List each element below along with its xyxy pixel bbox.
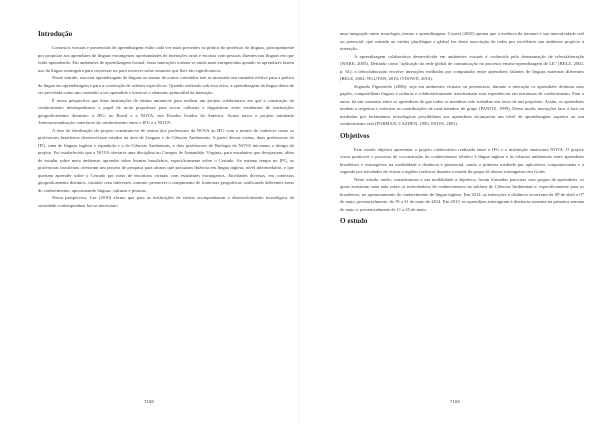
left-page-number: 7168 [144, 399, 154, 404]
continued-paragraph: uma integração entre tecnologia, ensino e aprendizagem. Crystal (2001) aponta que a essência da internet é sua interatividade real ou potencial, que somada ao caráter plurilíngue e global faz desta associação de redes por excelência um ambiente propício à interação. [340, 31, 584, 51]
intro-paragraph-4: A fase de idealização do projeto constituiu-se de visitas dos professores da NOVA ao IFG com o intuito de conhecer como os professores brasileiros desenvolviam estudos na área de Línguas e de Ciências Ambientais. A partir dessas visitas, duas professoras do IFG, uma de línguas inglesa e espanhola e a de Ciências Ambientais, e dois professores de Biologia da NOVA iniciaram o design do projeto. Foi estabelecido que a NOVA ofertaria uma disciplina no Campus de Annandale, Virginia, para estudantes que desejassem, além de estudar sobre meio ambiente, aprender sobre biomas brasileiros, especificamente sobre o Cerrado. Ao mesmo tempo no IFG, as professoras brasileiras ofertaram um projeto de pesquisa para alunos que possuíam fluência em língua inglesa, nível intermediário, e que queriam aprender sobre o Cerrado por meio de encontros virtuais com estudantes estrangeiros. Atividades diversas, em contextos geograficamente distintos, contudo com interesses comuns: promover o rompimento de fronteiras geográficas, unificando diferentes áreas do conhecimento, aproximando línguas, culturas e pessoas. [38, 127, 294, 193]
right-page-number: 7169 [450, 399, 460, 404]
interaction-paragraph: Segundo Figueiredo (2006), seja em ambientes virtuais ou presenciais, durante a interação os aprendizes definem seus papéis, compartilham línguas e culturas e colaborativamente transformam suas experiências em estruturas de conhecimento. Para o autor, há um consenso entre os aprendizes de que todos os membros irão trabalhar em favor de um propósito. Assim, os aprendizes tendem a respeitar e valorizar as contribuições de cada membro do grupo (PANITZ, 1999). Desse modo, interações face a face ou mediadas por ferramentas tecnológicas possibilitam aos aprendizes alcançarem um nível de aprendizagem superior ao seu conhecimento real (FORMAN; CAZDEN, 1985; PAIVA, 2001). [340, 83, 584, 126]
intro-paragraph-2: Nesse sentido, associar aprendizagem de línguas ao ensino de outros conteúdos tem se mostrado um caminho efetivo para a prática da língua em aprendizagem e para a construção de saberes específicos. Quando realizado sob essa ótica, a aprendizagem da língua deixa de ser percebida como um conteúdo a ser aprendido e torna-se o elemento primordial da interação. [38, 75, 294, 95]
telecollaboration-paragraph: A aprendizagem colaborativa desenvolvida em ambientes virtuais é conhecida pela denominação de telecolaboração (WARE, 2005). Definida como "aplicação da rede global de comunicação no processo ensino-aprendizagem de LE" (BELZ, 2002, p. 61), a telecolaboração envolve interações mediadas por computador entre aprendizes falantes de línguas maternas diferentes (BELZ, 2002; NGUYEN, 2010; O'DOWD, 2010). [340, 53, 584, 81]
intro-paragraph-3: É nessa perspectiva que duas instituições de ensino uniram-se para realizar um projeto colaborativo em que a construção do conhecimento desempenhasse o papel de mola propulsora para trocas culturais e linguísticas entre estudantes de instituições geograficamente distantes: o IFG, no Brasil e a NOVA, nos Estados Unidos da América. Assim nasce o projeto intitulado 'Internacionalização: interfaces do conhecimento entre o IFG e a NOVA'. [38, 97, 294, 125]
study-heading: O estudo [340, 217, 368, 225]
objectives-paragraph-1: Este estudo objetiva apresentar o projeto colaborativo realizado entre o IFG e a instituição americana NOVA. O projeto visou promover o processo de coconstrução do conhecimento relativo à língua inglesa e às ciências ambientais entre aprendizes brasileiros e estrangeiros na modalidade a distância e presencial, sendo a primeira mediada por aplicativos computacionais e a segunda por atividades de visitas a regiões turísticas durante a estada do grupo de alunos estrangeiros em Goiás. [340, 146, 584, 174]
right-page [300, 0, 600, 424]
intro-paragraph-1: Contextos virtuais e presenciais de aprendizagem estão cada vez mais presentes na prática do professor de línguas, principalmente por propiciar aos aprendizes de línguas estrangeiras oportunidades de interações orais e escritas com pessoas fluentes nas línguas em que estão aprendendo. Em ambientes de aprendizagem formal, essas interações tornam-se ainda mais enriquecidas quando os aprendizes fazem uso da língua estrangeira para conversar ou para escrever sobre assuntos que lhes são significativos. [38, 45, 294, 73]
objectives-paragraph-2: Neste estudo, então, consideramos a sua modalidade a objetivos, foram formadas parcerias com grupos de aprendizes, os quais assistiram uma aula sobre os intercâmbios de conhecimentos na subárea de Ciências Ambientais e, especificamente para os brasileiros, no aprimoramento do conhecimento de língua inglesa. Em 2014, as interações à distância ocorreram de 09 de abril a 07 de maio, presencialmente, de 19 a 31 de maio de 2014. Em 2015, os aprendizes interagiram à distância somente na primeira semana de maio e, presencialmente de 11 a 25 de maio. [340, 176, 584, 212]
introduction-heading: Introdução [38, 30, 73, 38]
objectives-heading: Objetivos [340, 131, 370, 140]
intro-paragraph-5: Nessa perspectiva, Lee (2010) afirma que para as instituições de ensino acompanharem o desenvolvimento tecnológico da sociedade contemporânea faz-se necessário [38, 195, 294, 208]
